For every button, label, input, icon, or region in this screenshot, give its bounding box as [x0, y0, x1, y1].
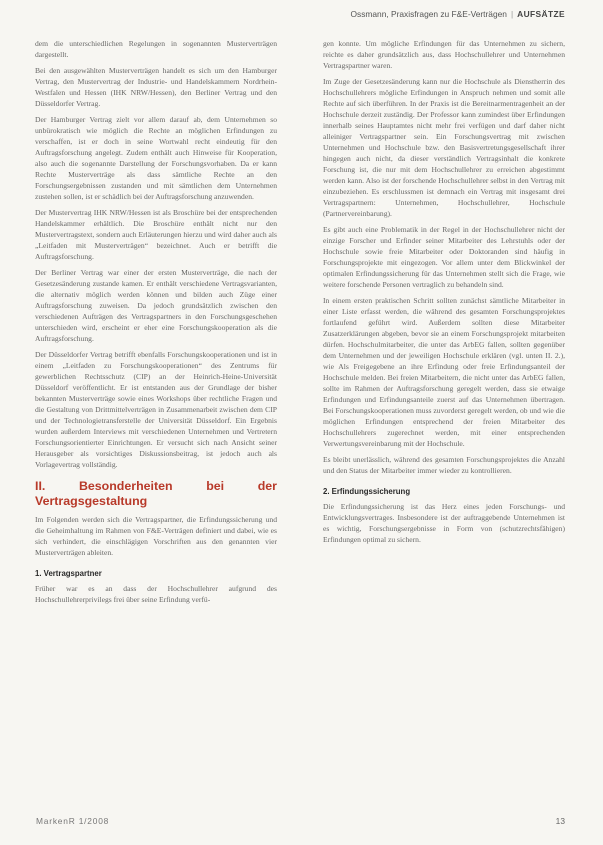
paragraph: Der Hamburger Vertrag zielt vor allem darauf ab, dem Unternehmen so unbürokratisch wie möglich die Rechte an möglichen Erfindungen zu verschaffen, ist er doch in seine Wortwahl recht eindeutig für den Auftragsforschung angelegt. Zudem enthält auch Hinweise für Kooperation, also auch die sogenannte Darstellung der Forschungsvorhaben. Da er kann Rechte Musterverträge als dass sämtliche Rechte an den Forschungsergebnissen zustanden und mit sämtlichen dem Unternehmen zustehen sollen, ist er schädlich bei der Auftragsforschung anzuwenden. [35, 115, 277, 201]
subheading-vertragspartner: 1. Vertragspartner [35, 569, 102, 578]
running-title: Ossmann, Praxisfragen zu F&E-Verträgen [350, 9, 507, 19]
journal-footer: MarkenR 1/2008 [36, 816, 110, 826]
paragraph: dem die unterschiedlichen Regelungen in sogenannten Musterverträgen dargestellt. [35, 39, 277, 59]
right-column [323, 38, 565, 550]
section-heading: II. Besonderheiten bei der Vertragsgestaltung [35, 479, 277, 508]
page-number: 13 [555, 816, 565, 826]
subheading-erfindungssicherung: 2. Erfindungssicherung [323, 487, 411, 496]
paragraph: Es gibt auch eine Problematik in der Regel in der Hochschullehrer nicht der einzige Forscher und Erfinder seiner Mitarbeiter des Lehrstuhls oder der Hochschule sowie freie Mitarbeiter oder Doktoranden sind häufig in Forschungsprojekte mit eingezogen. Vor allem unter dem Blickwinkel der optimalen Erfindungssicherung für das Unternehmen stellt sich die Frage, wie weitere forschende Personen vertraglich zu behandeln sind. [323, 225, 565, 289]
paragraph: In einem ersten praktischen Schritt sollten zunächst sämtliche Mitarbeiter in einer Liste erfasst werden, die während des gesamten Forschungsprojektes fortlaufend geführt wird. Außerdem sollten diese Mitarbeiter Zusatzerklärungen abgeben, bevor sie an einem Forschungsprojekt mitarbeiten dürfen. Hochschulmitarbeiter, die unter das ArbEG fallen, sollten gegenüber dem Unternehmen und der jeweiligen Hochschule erklären (vgl. unten II. 2.), wie Als Freigegebene an ihre Erfindung oder freie Erfindungsanteil der Hochschule melden. Bei freien Mitarbeitern, die nicht unter das ArbEG fallen, sollte im Rahmen der Auftragsforschung geregelt werden, dass sie etwaige Erfindungen und Erfindungsanteile zuerst auf das Unternehmen übertragen. Bei Forschungskooperationen muss zuvorderst geregelt werden, ob und wie die möglichen Erfindungen entsprechend der freien Mitarbeiter des Hochschullehrers zugerechnet werden, mit einer entsprechenden Verwertungsvereinbarung mit der Hochschule. [323, 296, 565, 448]
header-separator: | [510, 9, 514, 19]
paragraph: gen konnte. Um mögliche Erfindungen für das Unternehmen zu sichern, reichte es daher grundsätzlich aus, dass Hochschullehrer und Unternehmen Vertragspartner waren. [323, 39, 565, 70]
section-intro: Im Folgenden werden sich die Vertragspartner, die Erfindungssicherung und die Geheimhaltung im Rahmen von F&E-Verträgen definiert und dabei, wie es sich verhindert, die einschlägigen Vorschriften aus den genannten vier Musterverträgen ableiten. [35, 515, 277, 557]
paragraph: Früher war es an dass der Hochschullehrer aufgrund des Hochschullehrerprivilegs frei über seine Erfindung verfü- [35, 584, 277, 604]
paragraph: Der Mustervertrag IHK NRW/Hessen ist als Broschüre bei der entsprechenden Handelskammer erhältlich. Die Broschüre enthält nicht nur den Mustervertragstext, sondern auch Erläuterungen hierzu und wird daher auch als „Leitfaden mit Musterverträgen“ bezeichnet. Auch er betrifft die Auftragsforschung. [35, 208, 277, 261]
paragraph: Bei den ausgewählten Musterverträgen handelt es sich um den Hamburger Vertrag, den Mustervertrag der Industrie- und Handelskammern Nordrhein-Westfalen und Hessen (IHK NRW/Hessen), den Berliner Vertrag und den Düsseldorfer Vertrag. [35, 66, 277, 108]
paragraph: Der Berliner Vertrag war einer der ersten Musterverträge, die nach der Gesetzesänderung zustande kamen. Er enthält verschiedene Vertragsvarianten, die alternativ möglich werden können und bilden auch Züge einer Auftragsforschung zuweisen. Da jedoch grundsätzlich zwischen den verschiedenen Aufträgen des Vertragspartners in den Forschungsgeschehen unterschieden wird, erscheint er eher eine Forschungskooperation als die Auftragsforschung. [35, 268, 277, 343]
left-column [35, 38, 277, 610]
paragraph: Die Erfindungssicherung ist das Herz eines jeden Forschungs- und Entwicklungsvertrages. Insbesondere ist der auftraggebende Unternehmen ist es wichtig, Forschungsergebnisse in Form von (schutzrechtsfähigen) Erfindungen optimal zu sichern. [323, 502, 565, 544]
paragraph: Der Düsseldorfer Vertrag betrifft ebenfalls Forschungskooperationen und ist in einem „Leitfaden zu Forschungskooperationen“ des Zentrums für gewerblichen Rechtsschutz (CIP) an der Heinrich-Heine-Universität Düsseldorf veröffentlicht. Er ist entstanden aus der Grundlage der bisher bekannten Musterverträge sowie eines Workshops über rechtliche Fragen und die Gestaltung von Drittmittelverträgen in Zusammenarbeit zwischen dem CIP und der Technologietransferstelle der Universität Düsseldorf. Ein Ergebnis wurden außerdem Interviews mit verschiedenen Unternehmen und Vertretern Forschungsorientierter Einrichtungen. Er versucht sich nach Ansicht seiner Herausgeber als vorsichtiges Diskussionsbeitrag, ist jedoch auch als Vorlagevertrag vollständig. [35, 350, 277, 469]
paragraph: Es bleibt unerlässlich, während des gesamten Forschungsprojektes die Anzahl und den Status der Mitarbeiter immer wieder zu kontrollieren. [323, 455, 565, 475]
section-label: AUFSÄTZE [517, 9, 565, 19]
paragraph: Im Zuge der Gesetzesänderung kann nur die Hochschule als Dienstherrin des Hochschullehrers mögliche Erfindungen in Anspruch nehmen und somit alle Rechte auf sich überführen. In der Praxis ist die Bereitnarmentragenheit an der Hochschule derzeit zuständig. Der Professor kann zumindest über Erfindungen innerhalb seines Hauptamtes nicht mehr frei verfügen und darf daher nicht alleiniger Vertragspartner sein. Ein Forschungsvertrag mit zwischen Unternehmen und Hochschule bzw. den Basisvertretungsgesellschaft ihrer hingegen auch nicht, da dieser verständlich Vertragsinhalt die konkrete Forschung ist, die nur mit dem Hochschullehrer zu erreichen abgestimmt werden kann. Also ist der forschende Hochschullehrer selbst in den Vertrag mit einzubeziehen. Es erschlussmen ist demnach ein Vertrag mit insgesamt drei Vertragspartnern: Unternehmen, Hochschullehrer, Hochschule (Partnervereinbarung). [323, 77, 565, 218]
running-header [351, 9, 565, 19]
